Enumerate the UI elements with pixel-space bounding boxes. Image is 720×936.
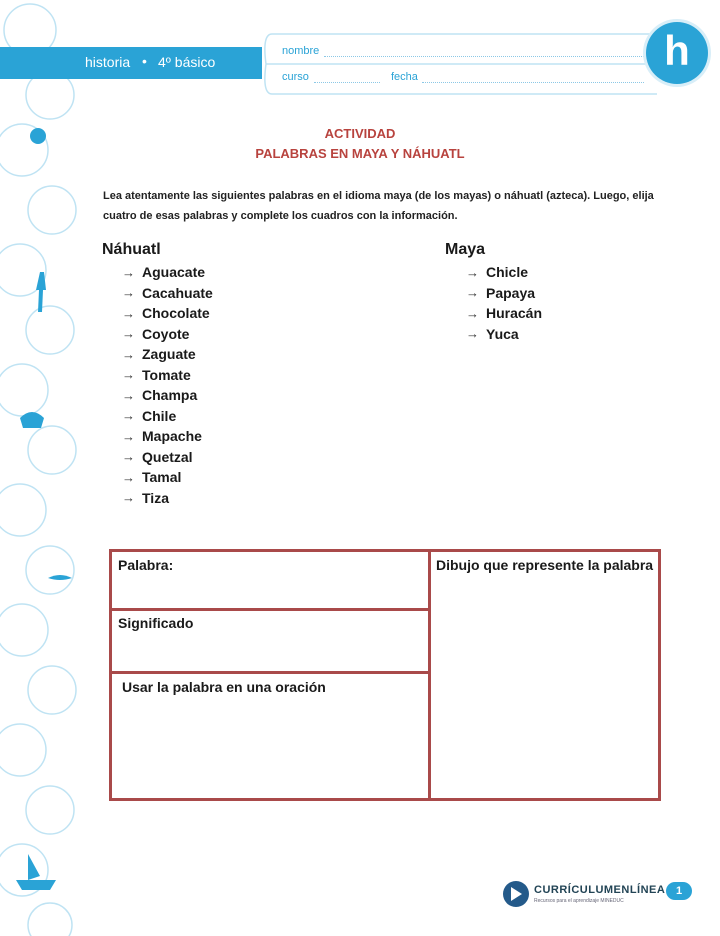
word-label: Coyote xyxy=(142,325,190,342)
nahuatl-word-list xyxy=(122,262,213,508)
nombre-field[interactable] xyxy=(324,56,644,57)
form-frame xyxy=(262,28,662,100)
word-item xyxy=(122,406,213,427)
fecha-label: fecha xyxy=(391,71,418,83)
significado-cell[interactable] xyxy=(109,608,431,674)
significado-label: Significado xyxy=(118,615,194,631)
grade-label: 4º básico xyxy=(158,54,216,70)
activity-table xyxy=(109,549,661,801)
word-item xyxy=(122,488,213,509)
word-label: Chocolate xyxy=(142,305,210,322)
logo-icon: h xyxy=(646,22,708,84)
subject-label: historia xyxy=(85,54,131,70)
word-item xyxy=(122,324,213,345)
word-label: Cacahuate xyxy=(142,284,213,301)
word-label: Tiza xyxy=(142,489,169,506)
fish-icon xyxy=(48,575,72,580)
word-item xyxy=(122,385,213,406)
arrow-icon: → xyxy=(122,428,135,444)
header-separator: • xyxy=(142,53,147,69)
arrow-icon: → xyxy=(122,305,135,321)
word-item xyxy=(122,426,213,447)
arrow-icon: → xyxy=(122,285,135,301)
activity-title: ACTIVIDAD xyxy=(324,126,396,141)
arrow-icon: → xyxy=(466,264,479,280)
word-item xyxy=(122,303,213,324)
footer-tagline: Recursos para el aprendizaje MINEDUC xyxy=(534,898,624,904)
arrow-icon: → xyxy=(122,490,135,506)
word-item xyxy=(122,262,213,283)
word-label: Chile xyxy=(142,407,177,424)
arrow-icon: → xyxy=(466,305,479,321)
word-label: Aguacate xyxy=(142,264,206,281)
word-item xyxy=(466,303,542,324)
word-item xyxy=(122,283,213,304)
word-item xyxy=(122,447,213,468)
curso-field[interactable] xyxy=(314,82,380,83)
arrow-icon: → xyxy=(122,367,135,383)
word-label: Tamal xyxy=(142,469,182,486)
footer-brand: CURRÍCULUMENLÍNEA xyxy=(534,884,666,896)
dibujo-label: Dibujo que represente la palabra xyxy=(436,557,654,573)
palabra-cell[interactable] xyxy=(109,549,431,611)
word-item xyxy=(466,283,542,304)
curso-label: curso xyxy=(282,71,309,83)
word-item xyxy=(122,365,213,386)
page-number: 1 xyxy=(666,882,692,900)
arrow-icon: → xyxy=(122,408,135,424)
crown-icon xyxy=(20,412,44,428)
word-item xyxy=(466,324,542,345)
ship-icon xyxy=(16,854,56,890)
nombre-label: nombre xyxy=(282,45,320,57)
word-label: Tomate xyxy=(142,366,191,383)
maya-heading: Maya xyxy=(445,241,486,258)
word-label: Chicle xyxy=(486,264,529,281)
arrow-icon: → xyxy=(466,285,479,301)
arrow-icon: → xyxy=(122,449,135,465)
word-label: Zaguate xyxy=(142,346,196,363)
word-label: Mapache xyxy=(142,428,202,445)
oracion-label: Usar la palabra en una oración xyxy=(122,679,326,695)
arrow-icon: → xyxy=(122,469,135,485)
word-label: Champa xyxy=(142,387,198,404)
oracion-cell[interactable] xyxy=(109,671,431,801)
maya-word-list xyxy=(466,262,542,344)
palabra-label: Palabra: xyxy=(118,557,174,573)
arrow-icon: → xyxy=(122,264,135,280)
word-label: Papaya xyxy=(486,284,536,301)
curriculum-logo-icon xyxy=(502,880,530,908)
word-label: Yuca xyxy=(486,325,519,342)
arrow-icon: → xyxy=(122,326,135,342)
word-item xyxy=(122,467,213,488)
nahuatl-heading: Náhuatl xyxy=(102,241,161,258)
activity-subtitle: PALABRAS EN MAYA Y NÁHUATL xyxy=(255,146,465,161)
word-item xyxy=(466,262,542,283)
arrow-icon: → xyxy=(122,346,135,362)
word-label: Quetzal xyxy=(142,448,193,465)
arrow-icon: → xyxy=(122,387,135,403)
word-item xyxy=(122,344,213,365)
fecha-field[interactable] xyxy=(422,82,644,83)
word-label: Huracán xyxy=(486,305,543,322)
dibujo-cell[interactable] xyxy=(428,549,661,801)
arrow-icon: → xyxy=(466,326,479,342)
instructions-text: Lea atentamente las siguientes palabras en el idioma maya (de los mayas) o náhuatl (azteca). Luego, elija cuatro de esas palabras y complete los cuadros con la información. xyxy=(103,190,654,222)
subject-header xyxy=(0,47,262,79)
